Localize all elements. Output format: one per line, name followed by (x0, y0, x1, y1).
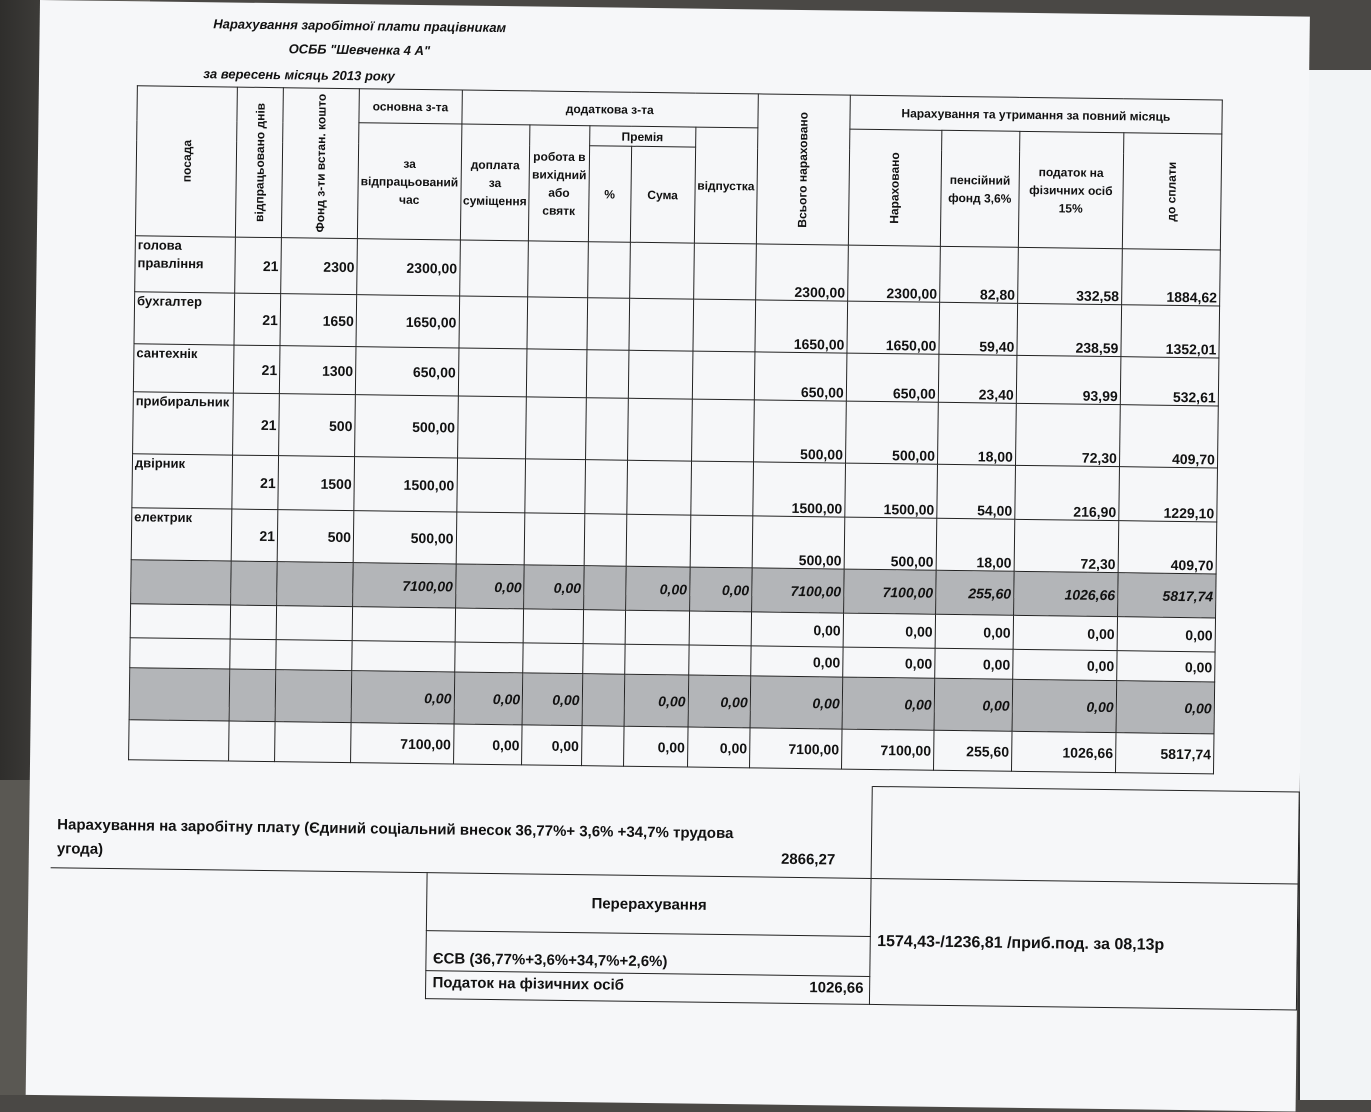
row-accrued: 2300,00 (847, 245, 940, 302)
row-empty-cell (627, 398, 692, 461)
row-empty-cell (276, 606, 352, 641)
row-accrued: 1500,00 (845, 463, 938, 518)
row-empty-cell (527, 297, 587, 350)
row-empty-cell (130, 604, 230, 639)
row-empty-cell (693, 299, 756, 352)
recalc-title: Перерахування (427, 873, 872, 937)
col-posada: посада (135, 86, 237, 237)
row-empty-cell (581, 726, 624, 767)
row-posada: сантехнік (133, 344, 234, 393)
row-empty-cell (276, 640, 352, 671)
row-empty-cell (583, 610, 625, 645)
row-empty-cell (229, 721, 276, 762)
row-empty-cell (587, 298, 630, 351)
row-empty-cell (625, 610, 689, 645)
row-empty-cell (629, 242, 694, 299)
row-empty-cell (130, 638, 230, 669)
recalc-note: 1574,43-/1236,81 /приб.под. за 08,13р (870, 878, 1298, 1010)
row-empty-cell (628, 350, 693, 399)
row-empty-cell (693, 243, 756, 300)
subtotal1-total: 7100,00 (751, 568, 844, 613)
subtotal1-accrued: 7100,00 (843, 569, 936, 614)
row-tax: 93,99 (1016, 355, 1121, 404)
row-payout: 409,70 (1119, 405, 1218, 468)
row-fund: 2300 (281, 238, 358, 295)
grand-pension: 255,60 (933, 730, 1012, 771)
row-payout: 1884,62 (1121, 249, 1220, 306)
row-basic: 1500,00 (354, 457, 457, 512)
row-total: 1500,00 (753, 462, 846, 517)
row-empty-cell (584, 514, 627, 567)
row-empty-cell (626, 514, 691, 567)
payroll-sheet (26, 0, 1310, 1112)
row-pension: 82,80 (939, 246, 1018, 303)
subtotal1-tax: 1026,66 (1013, 571, 1118, 616)
row-empty-cell (626, 460, 691, 515)
grand-tax: 1026,66 (1011, 731, 1116, 772)
row-empty-cell (692, 351, 755, 400)
charges-label: Нарахування на заробітну плату (Єдиний соціальний внесок 36,77%+ 3,6% +34,7% трудова угода) (56, 815, 734, 858)
row-pension: 18,00 (937, 402, 1016, 465)
document-title: Нарахування заробітної плати працівникам (213, 16, 507, 36)
row-empty-cell (457, 396, 526, 459)
empty-note-cell (871, 786, 1299, 884)
empty2-payout: 0,00 (1116, 651, 1214, 682)
period-line: за вересень місяць 2013 року (203, 66, 395, 84)
row-payout: 409,70 (1118, 521, 1217, 574)
row-empty-cell (525, 459, 585, 514)
row-pension: 18,00 (936, 518, 1015, 571)
row-posada: голова правління (135, 236, 236, 293)
row-fund: 1300 (279, 346, 356, 395)
organization-name: ОСББ "Шевченка 4 А" (288, 41, 431, 59)
row-empty-cell (275, 670, 352, 723)
row-accrued: 500,00 (844, 517, 937, 570)
col-payout: до сплати (1122, 133, 1222, 250)
col-extra-group: додаткова з-та (461, 90, 758, 128)
subtotal1-vacation: 0,00 (689, 567, 752, 612)
grand-combo: 0,00 (453, 724, 522, 765)
row-empty-cell (583, 566, 626, 611)
row-tax: 216,90 (1015, 465, 1120, 520)
row-pension: 23,40 (938, 354, 1017, 403)
subtotal1-bonus: 0,00 (625, 566, 690, 611)
row-accrued: 500,00 (845, 401, 938, 464)
col-vacation: відпустка (694, 127, 758, 244)
subtotal2-holiday: 0,00 (522, 673, 582, 726)
grand-bonus: 0,00 (623, 726, 688, 767)
row-empty-cell (523, 643, 583, 674)
grand-holiday: 0,00 (522, 725, 582, 766)
subtotal2-vacation: 0,00 (688, 675, 751, 728)
second-sheet (1298, 70, 1371, 1100)
row-fund: 1500 (278, 456, 355, 511)
col-bonus-group: Премія (589, 126, 695, 147)
grand-payout: 5817,74 (1115, 733, 1214, 774)
col-month-group: Нарахування та утримання за повний місяць (850, 95, 1222, 134)
subtotal2-combo: 0,00 (454, 672, 523, 725)
row-empty-cell (129, 668, 230, 721)
row-posada: прибиральник (133, 392, 234, 455)
payroll-table (128, 85, 1223, 774)
row-total: 2300,00 (755, 244, 848, 301)
row-days: 21 (232, 455, 279, 510)
col-days: відпрацьовано днів (235, 87, 283, 238)
row-fund: 500 (279, 394, 356, 457)
subtotal1-payout: 5817,74 (1117, 573, 1216, 618)
empty2-pension: 0,00 (935, 648, 1013, 679)
empty1-payout: 0,00 (1117, 617, 1215, 652)
row-basic: 500,00 (355, 395, 458, 458)
subtotal2-pension: 0,00 (934, 678, 1013, 731)
row-empty-cell (624, 644, 688, 675)
row-fund: 500 (277, 510, 354, 563)
subtotal2-basic: 0,00 (351, 671, 454, 724)
row-empty-cell (688, 645, 751, 676)
row-empty-cell (456, 458, 525, 513)
row-empty-cell (230, 605, 276, 640)
row-basic: 1650,00 (356, 295, 459, 348)
row-basic: 500,00 (353, 511, 456, 564)
subtotal2-bonus: 0,00 (624, 674, 689, 727)
row-total: 500,00 (753, 400, 846, 463)
row-payout: 532,61 (1120, 357, 1219, 406)
row-empty-cell (524, 513, 584, 566)
col-extra-holiday: робота в вихідний або святк (529, 125, 590, 242)
row-days: 21 (235, 237, 282, 294)
subtotal1-basic: 7100,00 (353, 563, 456, 608)
row-empty-cell (691, 399, 754, 462)
row-tax: 72,30 (1014, 519, 1119, 572)
row-total: 1650,00 (755, 300, 848, 353)
row-empty-cell (689, 611, 752, 646)
row-empty-cell (459, 240, 528, 297)
row-empty-cell (528, 241, 588, 298)
col-bonus-sum: Сума (630, 146, 695, 243)
grand-vacation: 0,00 (687, 727, 750, 768)
row-empty-cell (584, 460, 627, 515)
col-fund: Фонд з-ти встан. кошто (281, 88, 359, 239)
row-empty-cell (458, 348, 527, 397)
subtotal2-accrued: 0,00 (842, 677, 935, 730)
row-days: 21 (233, 393, 280, 456)
grand-accrued: 7100,00 (841, 729, 934, 770)
empty1-accrued: 0,00 (843, 613, 935, 648)
row-empty-cell (275, 722, 352, 763)
row-empty-cell (523, 609, 583, 644)
row-empty-cell (352, 641, 455, 672)
subtotal1-pension: 255,60 (935, 570, 1014, 615)
col-extra-combo: доплата за суміщення (460, 124, 530, 241)
row-empty-cell (629, 298, 694, 351)
col-total: Всього нараховано (756, 94, 850, 245)
row-days: 21 (231, 509, 278, 562)
row-posada: бухгалтер (134, 292, 235, 345)
row-total: 500,00 (752, 516, 845, 569)
row-empty-cell (690, 515, 753, 568)
row-empty-cell (229, 669, 276, 722)
row-empty-cell (527, 349, 587, 398)
row-empty-cell (456, 512, 525, 565)
row-empty-cell (582, 644, 624, 675)
grand-total: 7100,00 (749, 728, 842, 769)
row-payout: 1352,01 (1121, 305, 1220, 358)
row-posada: електрик (131, 508, 232, 561)
row-empty-cell (129, 720, 230, 761)
charges-cell (51, 776, 873, 879)
row-tax: 238,59 (1017, 303, 1122, 356)
row-empty-cell (230, 639, 276, 670)
empty1-tax: 0,00 (1013, 615, 1117, 650)
row-days: 21 (234, 293, 281, 346)
col-bonus-pct: % (588, 146, 631, 243)
row-empty-cell (455, 608, 524, 643)
row-empty-cell (352, 607, 455, 642)
row-accrued: 1650,00 (847, 301, 940, 354)
row-empty-cell (585, 398, 628, 461)
row-empty-cell (277, 562, 354, 607)
subtotal2-payout: 0,00 (1116, 681, 1215, 734)
row-empty-cell (454, 642, 523, 673)
tax-value: 1026,66 (809, 979, 864, 997)
row-pension: 59,40 (939, 302, 1018, 355)
row-total: 650,00 (754, 352, 847, 401)
subtotal1-combo: 0,00 (455, 564, 524, 609)
empty2-total: 0,00 (751, 646, 843, 677)
row-fund: 1650 (280, 294, 357, 347)
esv-label: ЄСВ (36,77%+3,6%+34,7%+2,6%) (426, 931, 871, 977)
row-empty-cell (526, 397, 586, 460)
row-empty-cell (231, 561, 278, 606)
col-basic-group: основна з-та (359, 89, 462, 124)
row-accrued: 650,00 (846, 353, 939, 402)
row-empty-cell (587, 242, 630, 299)
tax-label: Податок на фізичних осіб (432, 974, 625, 994)
empty1-pension: 0,00 (935, 614, 1013, 649)
row-tax: 332,58 (1017, 247, 1122, 304)
row-posada: двірник (132, 454, 233, 509)
empty2-tax: 0,00 (1013, 649, 1117, 680)
col-pension: пенсійний фонд 3,6% (940, 130, 1020, 247)
row-empty-cell (582, 674, 625, 727)
row-basic: 650,00 (355, 347, 458, 396)
row-days: 21 (233, 345, 280, 394)
col-tax: податок на фізичних осіб 15% (1018, 131, 1124, 248)
row-empty-cell (690, 461, 753, 516)
row-basic: 2300,00 (357, 239, 460, 296)
tax-row (426, 971, 870, 1005)
row-empty-cell (459, 296, 528, 349)
row-payout: 1229,10 (1119, 467, 1218, 522)
subtotal2-total: 0,00 (750, 676, 843, 729)
row-pension: 54,00 (937, 464, 1016, 519)
row-tax: 72,30 (1015, 403, 1120, 466)
summary-table (49, 775, 1300, 1010)
row-empty-cell (131, 560, 232, 605)
col-accrued: Нараховано (848, 129, 942, 246)
col-basic-time: за відпрацьований час (357, 123, 461, 240)
subtotal1-holiday: 0,00 (524, 565, 584, 610)
empty1-total: 0,00 (751, 612, 843, 647)
charges-value: 2866,27 (780, 850, 836, 868)
empty2-accrued: 0,00 (843, 647, 935, 678)
grand-basic: 7100,00 (351, 723, 454, 764)
subtotal2-tax: 0,00 (1012, 679, 1117, 732)
row-empty-cell (586, 350, 629, 399)
